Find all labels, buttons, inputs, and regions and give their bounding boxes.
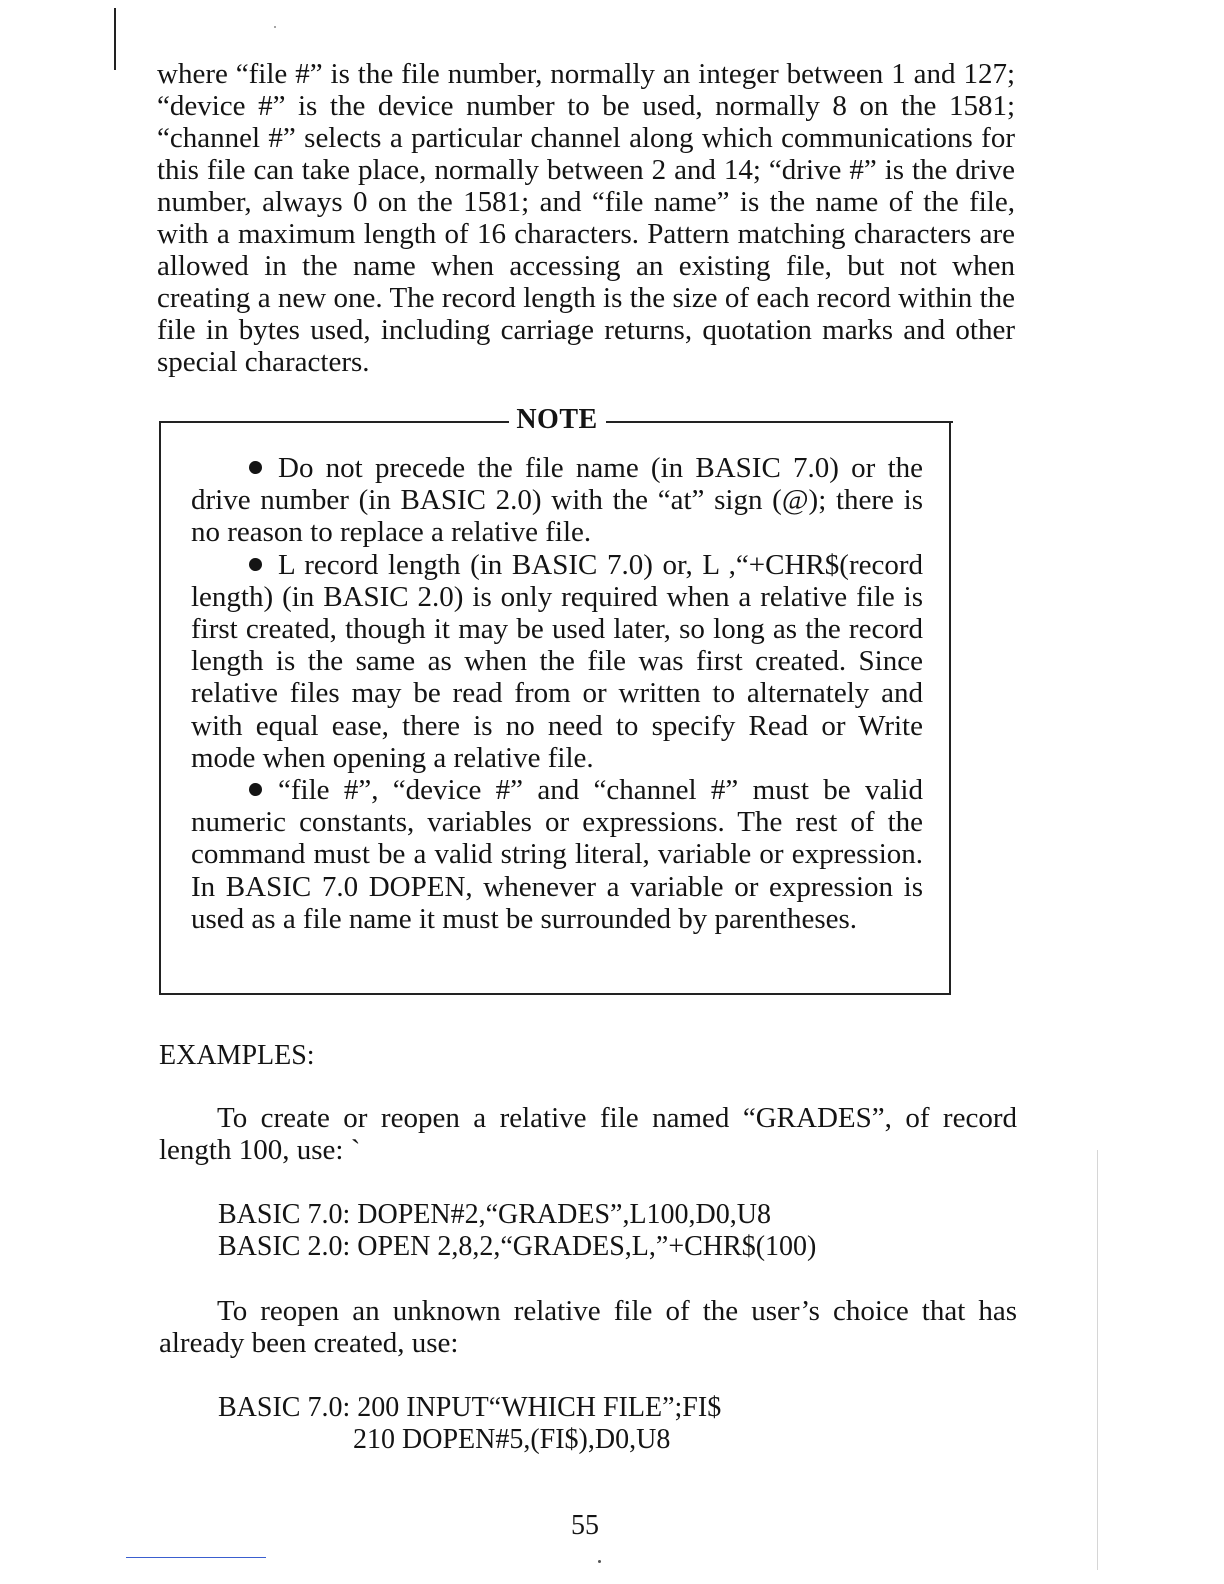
edge-rule bbox=[1097, 1150, 1098, 1570]
note-title: NOTE bbox=[516, 404, 598, 435]
page-number: 55 bbox=[571, 1510, 599, 1541]
intro-paragraph: where “file #” is the file number, normally an integer between 1 and 127; “device #” is the device number to be used, normally 8 on the 1581; “channel #” selects a particular channel along which communications for this file can take place, normally between 2 and 14; “drive #” is the drive number, always 0 on the 1581; and “file name” is the name of the file, with a maximum length of 16 characters. Pattern matching characters are allowed in the name when accessing an existing file, but not when creating a new one. The record length is the size of each record within the file in bytes used, including carriage returns, quotation marks and other special characters. bbox=[157, 58, 1015, 378]
note-item bbox=[191, 549, 923, 774]
bullet-icon bbox=[249, 783, 262, 796]
examples-heading: EXAMPLES: bbox=[159, 1040, 315, 1071]
note-item-text: L record length (in BASIC 7.0) or, L ,“+CHR$(record length) (in BASIC 2.0) is only required when a relative file is first created, though it may be used later, so long as the record length is the same as when the file was first created. Since relative files may be read from or written to alternately and with equal ease, there is no need to specify Read or Write mode when opening a relative file. bbox=[191, 548, 923, 774]
note-body bbox=[191, 452, 923, 935]
bullet-icon bbox=[249, 461, 262, 474]
examples-paragraph: To reopen an unknown relative file of the user’s choice that has already been created, use: bbox=[159, 1295, 1017, 1359]
code-line: BASIC 2.0: OPEN 2,8,2,“GRADES,L,”+CHR$(100) bbox=[218, 1231, 817, 1262]
note-item-text: “file #”, “device #” and “channel #” must be valid numeric constants, variables or expressions. The rest of the command must be a valid string literal, variable or expression. In BASIC 7.0 DOPEN, whenever a variable or expression is used as a file name it must be surrounded by parentheses. bbox=[191, 774, 923, 935]
code-line: BASIC 7.0: 200 INPUT“WHICH FILE”;FI$ bbox=[218, 1392, 722, 1423]
note-item-text: Do not precede the file name (in BASIC 7.0) or the drive number (in BASIC 2.0) with the “at” sign (@); there is no reason to replace a relative file. bbox=[191, 452, 923, 549]
bullet-icon bbox=[249, 558, 262, 571]
scan-speck bbox=[598, 1560, 601, 1563]
scan-speck bbox=[274, 26, 276, 28]
note-item bbox=[191, 774, 923, 935]
examples-paragraph: To create or reopen a relative file named “GRADES”, of record length 100, use: ` bbox=[159, 1102, 1017, 1166]
code-line: 210 DOPEN#5,(FI$),D0,U8 bbox=[353, 1424, 671, 1455]
note-item bbox=[191, 452, 923, 549]
footer-rule bbox=[126, 1557, 266, 1558]
code-line: BASIC 7.0: DOPEN#2,“GRADES”,L100,D0,U8 bbox=[218, 1199, 771, 1230]
margin-rule bbox=[114, 8, 116, 70]
